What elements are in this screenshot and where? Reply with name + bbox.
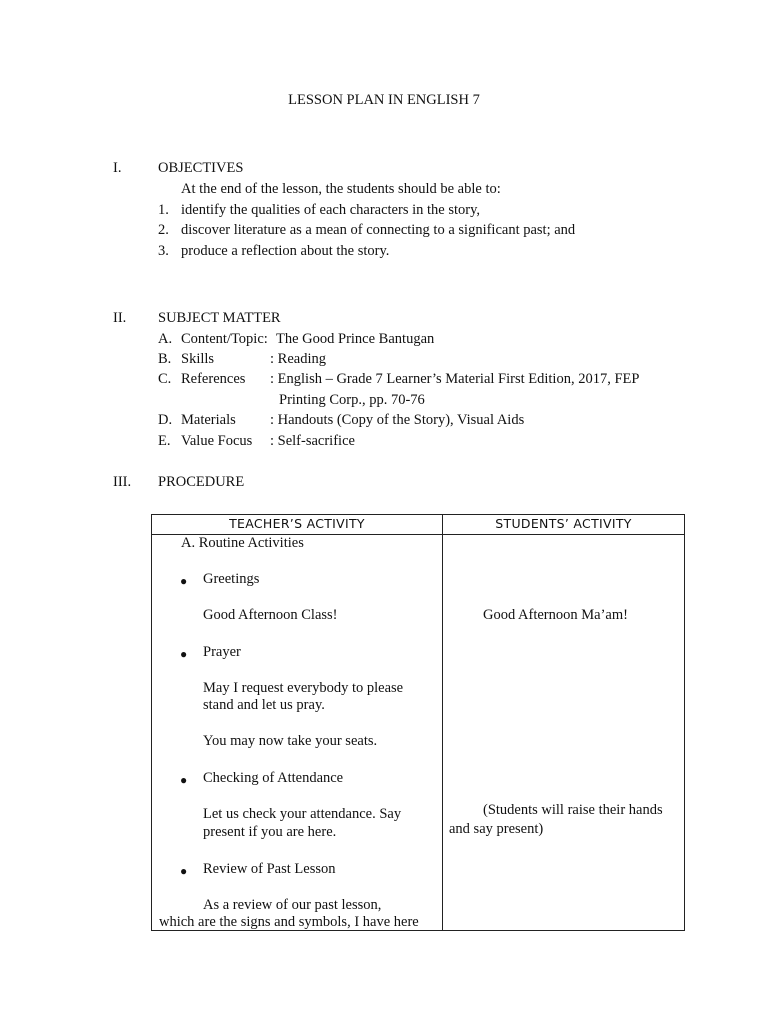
bullet-icon: ● [180,773,188,787]
list-letter: B. [158,351,172,367]
prayer-line: stand and let us pray. [203,697,325,713]
subject-value: The Good Prince Bantugan [276,331,435,347]
section-number: III. [113,474,132,490]
subject-label: References [181,371,246,387]
review-label: Review of Past Lesson [203,861,336,877]
subject-value: : Self-sacrifice [270,433,355,449]
list-letter: A. [158,331,173,347]
subject-value-continued: Printing Corp., pp. 70-76 [279,392,425,408]
list-letter: C. [158,371,172,387]
prayer-line: May I request everybody to please [203,680,404,696]
objective-item: discover literature as a mean of connecting to a significant past; and [181,222,576,238]
attendance-line: present if you are here. [203,824,337,840]
header-teachers-activity: TEACHER’S ACTIVITY [229,516,365,531]
column-divider [442,515,443,930]
student-attendance-reply: and say present) [449,821,544,837]
attendance-line: Let us check your attendance. Say [203,806,402,822]
procedure-table [151,514,685,931]
objective-item: produce a reflection about the story. [181,243,390,259]
review-line: As a review of our past lesson, [203,897,382,913]
list-letter: D. [158,412,173,428]
section-heading-objectives: OBJECTIVES [158,160,244,176]
greetings-label: Greetings [203,571,260,587]
list-number: 3. [158,243,169,259]
review-line: which are the signs and symbols, I have here [159,914,419,930]
subject-value: : English – Grade 7 Learner’s Material First Edition, 2017, FEP [270,371,640,387]
list-letter: E. [158,433,171,449]
section-heading-procedure: PROCEDURE [158,474,245,490]
list-number: 1. [158,202,169,218]
list-number: 2. [158,222,169,238]
student-greeting-reply: Good Afternoon Ma’am! [483,607,628,623]
header-students-activity: STUDENTS’ ACTIVITY [495,516,632,531]
prayer-label: Prayer [203,644,241,660]
section-number: I. [113,160,122,176]
routine-activities: A. Routine Activities [181,535,304,551]
section-number: II. [113,310,127,326]
bullet-icon: ● [180,864,188,878]
subject-label: Skills [181,351,215,367]
take-seats-line: You may now take your seats. [203,733,378,749]
subject-value: : Handouts (Copy of the Story), Visual Aids [270,412,525,428]
subject-label: Materials [181,412,236,428]
subject-value: : Reading [270,351,326,367]
teacher-greeting: Good Afternoon Class! [203,607,338,623]
objectives-intro: At the end of the lesson, the students should be able to: [181,181,501,197]
subject-label: Value Focus [181,433,253,449]
bullet-icon: ● [180,574,188,588]
bullet-icon: ● [180,647,188,661]
objective-item: identify the qualities of each characters in the story, [181,202,481,218]
attendance-label: Checking of Attendance [203,770,344,786]
section-heading-subject-matter: SUBJECT MATTER [158,310,281,326]
subject-label: Content/Topic: [181,331,268,347]
document-title: LESSON PLAN IN ENGLISH 7 [288,92,480,108]
student-attendance-reply: (Students will raise their hands [483,802,663,818]
